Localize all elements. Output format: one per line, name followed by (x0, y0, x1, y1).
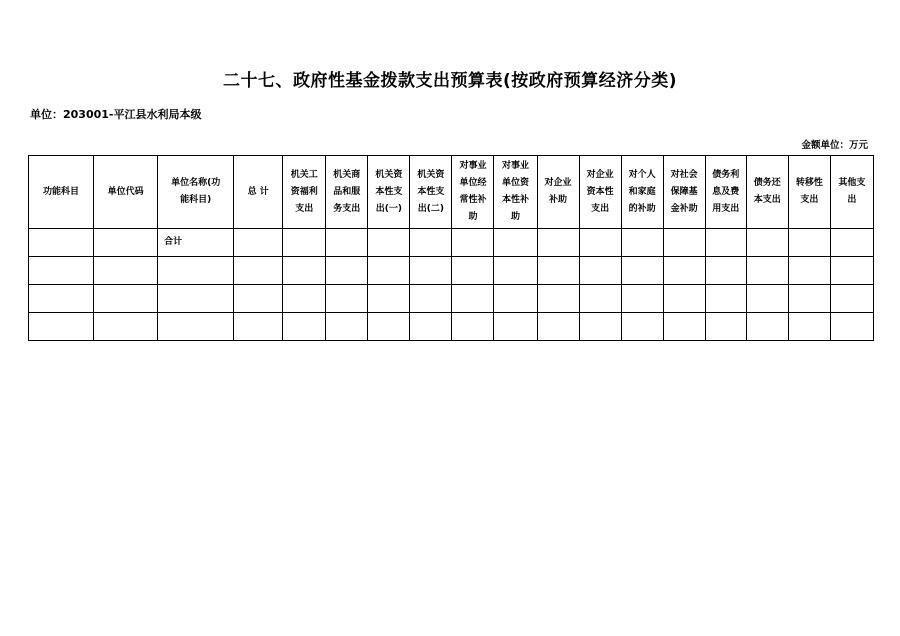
table-cell (326, 229, 368, 257)
table-cell (410, 257, 452, 285)
header-cell: 对个人和家庭的补助 (621, 156, 663, 229)
header-cell: 功能科目 (29, 156, 94, 229)
header-cell: 机关资本性支出(二) (410, 156, 452, 229)
table-cell (158, 285, 234, 313)
table-cell (283, 257, 326, 285)
table-cell (788, 313, 830, 341)
table-cell (579, 229, 621, 257)
table-cell (621, 229, 663, 257)
table-cell (452, 285, 494, 313)
header-cell: 对社会保障基金补助 (663, 156, 705, 229)
currency-unit-label: 金额单位：万元 (801, 140, 868, 151)
table-cell (621, 285, 663, 313)
table-cell (494, 257, 537, 285)
table-cell (537, 229, 579, 257)
table-cell (283, 313, 326, 341)
table-cell (705, 313, 746, 341)
header-cell: 单位名称(功能科目) (158, 156, 234, 229)
table-cell (494, 285, 537, 313)
table-row (29, 229, 874, 257)
table-cell (368, 229, 410, 257)
table-cell (158, 313, 234, 341)
table-cell (621, 313, 663, 341)
header-cell: 对事业单位经常性补助 (452, 156, 494, 229)
table-row (29, 257, 874, 285)
table-cell (746, 313, 788, 341)
table-cell (494, 229, 537, 257)
table-cell (705, 257, 746, 285)
table-cell (579, 285, 621, 313)
table-cell (452, 257, 494, 285)
header-cell: 其他支出 (830, 156, 873, 229)
table-cell (746, 257, 788, 285)
table-cell (494, 313, 537, 341)
header-cell: 对事业单位资本性补助 (494, 156, 537, 229)
table-cell (234, 229, 283, 257)
header-cell: 总 计 (234, 156, 283, 229)
table-cell (788, 285, 830, 313)
document-title: 二十七、政府性基金拨款支出预算表(按政府预算经济分类) (222, 71, 678, 91)
header-cell: 转移性支出 (788, 156, 830, 229)
table-cell (283, 229, 326, 257)
unit-label: 单位：203001-平江县水利局本级 (30, 108, 202, 121)
table-cell (579, 313, 621, 341)
table-cell (368, 257, 410, 285)
table-cell (234, 313, 283, 341)
table-cell (94, 285, 158, 313)
table-cell (368, 285, 410, 313)
table-cell (705, 285, 746, 313)
table-cell (746, 285, 788, 313)
budget-table (28, 155, 874, 341)
table-cell (788, 257, 830, 285)
header-cell: 对企业补助 (537, 156, 579, 229)
table-cell (830, 257, 873, 285)
header-cell: 对企业资本性支出 (579, 156, 621, 229)
table-cell (410, 285, 452, 313)
table-cell (621, 257, 663, 285)
table-cell (663, 285, 705, 313)
table-cell (452, 229, 494, 257)
header-row (29, 156, 874, 229)
header-cell: 机关资本性支出(一) (368, 156, 410, 229)
table-cell (410, 313, 452, 341)
table-cell (830, 285, 873, 313)
table-cell (663, 229, 705, 257)
table-cell (537, 313, 579, 341)
table-cell (29, 285, 94, 313)
table-cell (326, 285, 368, 313)
header-cell: 债务还本支出 (746, 156, 788, 229)
header-cell: 单位代码 (94, 156, 158, 229)
table-cell (234, 285, 283, 313)
table-row (29, 313, 874, 341)
table-cell (29, 229, 94, 257)
table-cell (537, 285, 579, 313)
header-cell: 机关商品和服务支出 (326, 156, 368, 229)
table-cell (663, 257, 705, 285)
header-cell: 债务利息及费用支出 (705, 156, 746, 229)
table-cell (94, 313, 158, 341)
table-cell (283, 285, 326, 313)
table-cell (368, 313, 410, 341)
table-row (29, 285, 874, 313)
table-cell: 合计 (158, 229, 234, 257)
table-cell (29, 257, 94, 285)
table-cell (788, 229, 830, 257)
table-cell (94, 257, 158, 285)
table-cell (830, 229, 873, 257)
table-cell (830, 313, 873, 341)
table-cell (579, 257, 621, 285)
table-cell (234, 257, 283, 285)
header-cell: 机关工资福利支出 (283, 156, 326, 229)
table-cell (326, 313, 368, 341)
table-cell (29, 313, 94, 341)
table-cell (410, 229, 452, 257)
table-cell (94, 229, 158, 257)
table-cell (326, 257, 368, 285)
table-cell (452, 313, 494, 341)
table-cell (158, 257, 234, 285)
table-cell (663, 313, 705, 341)
table-cell (537, 257, 579, 285)
table-cell (705, 229, 746, 257)
table-cell (746, 229, 788, 257)
